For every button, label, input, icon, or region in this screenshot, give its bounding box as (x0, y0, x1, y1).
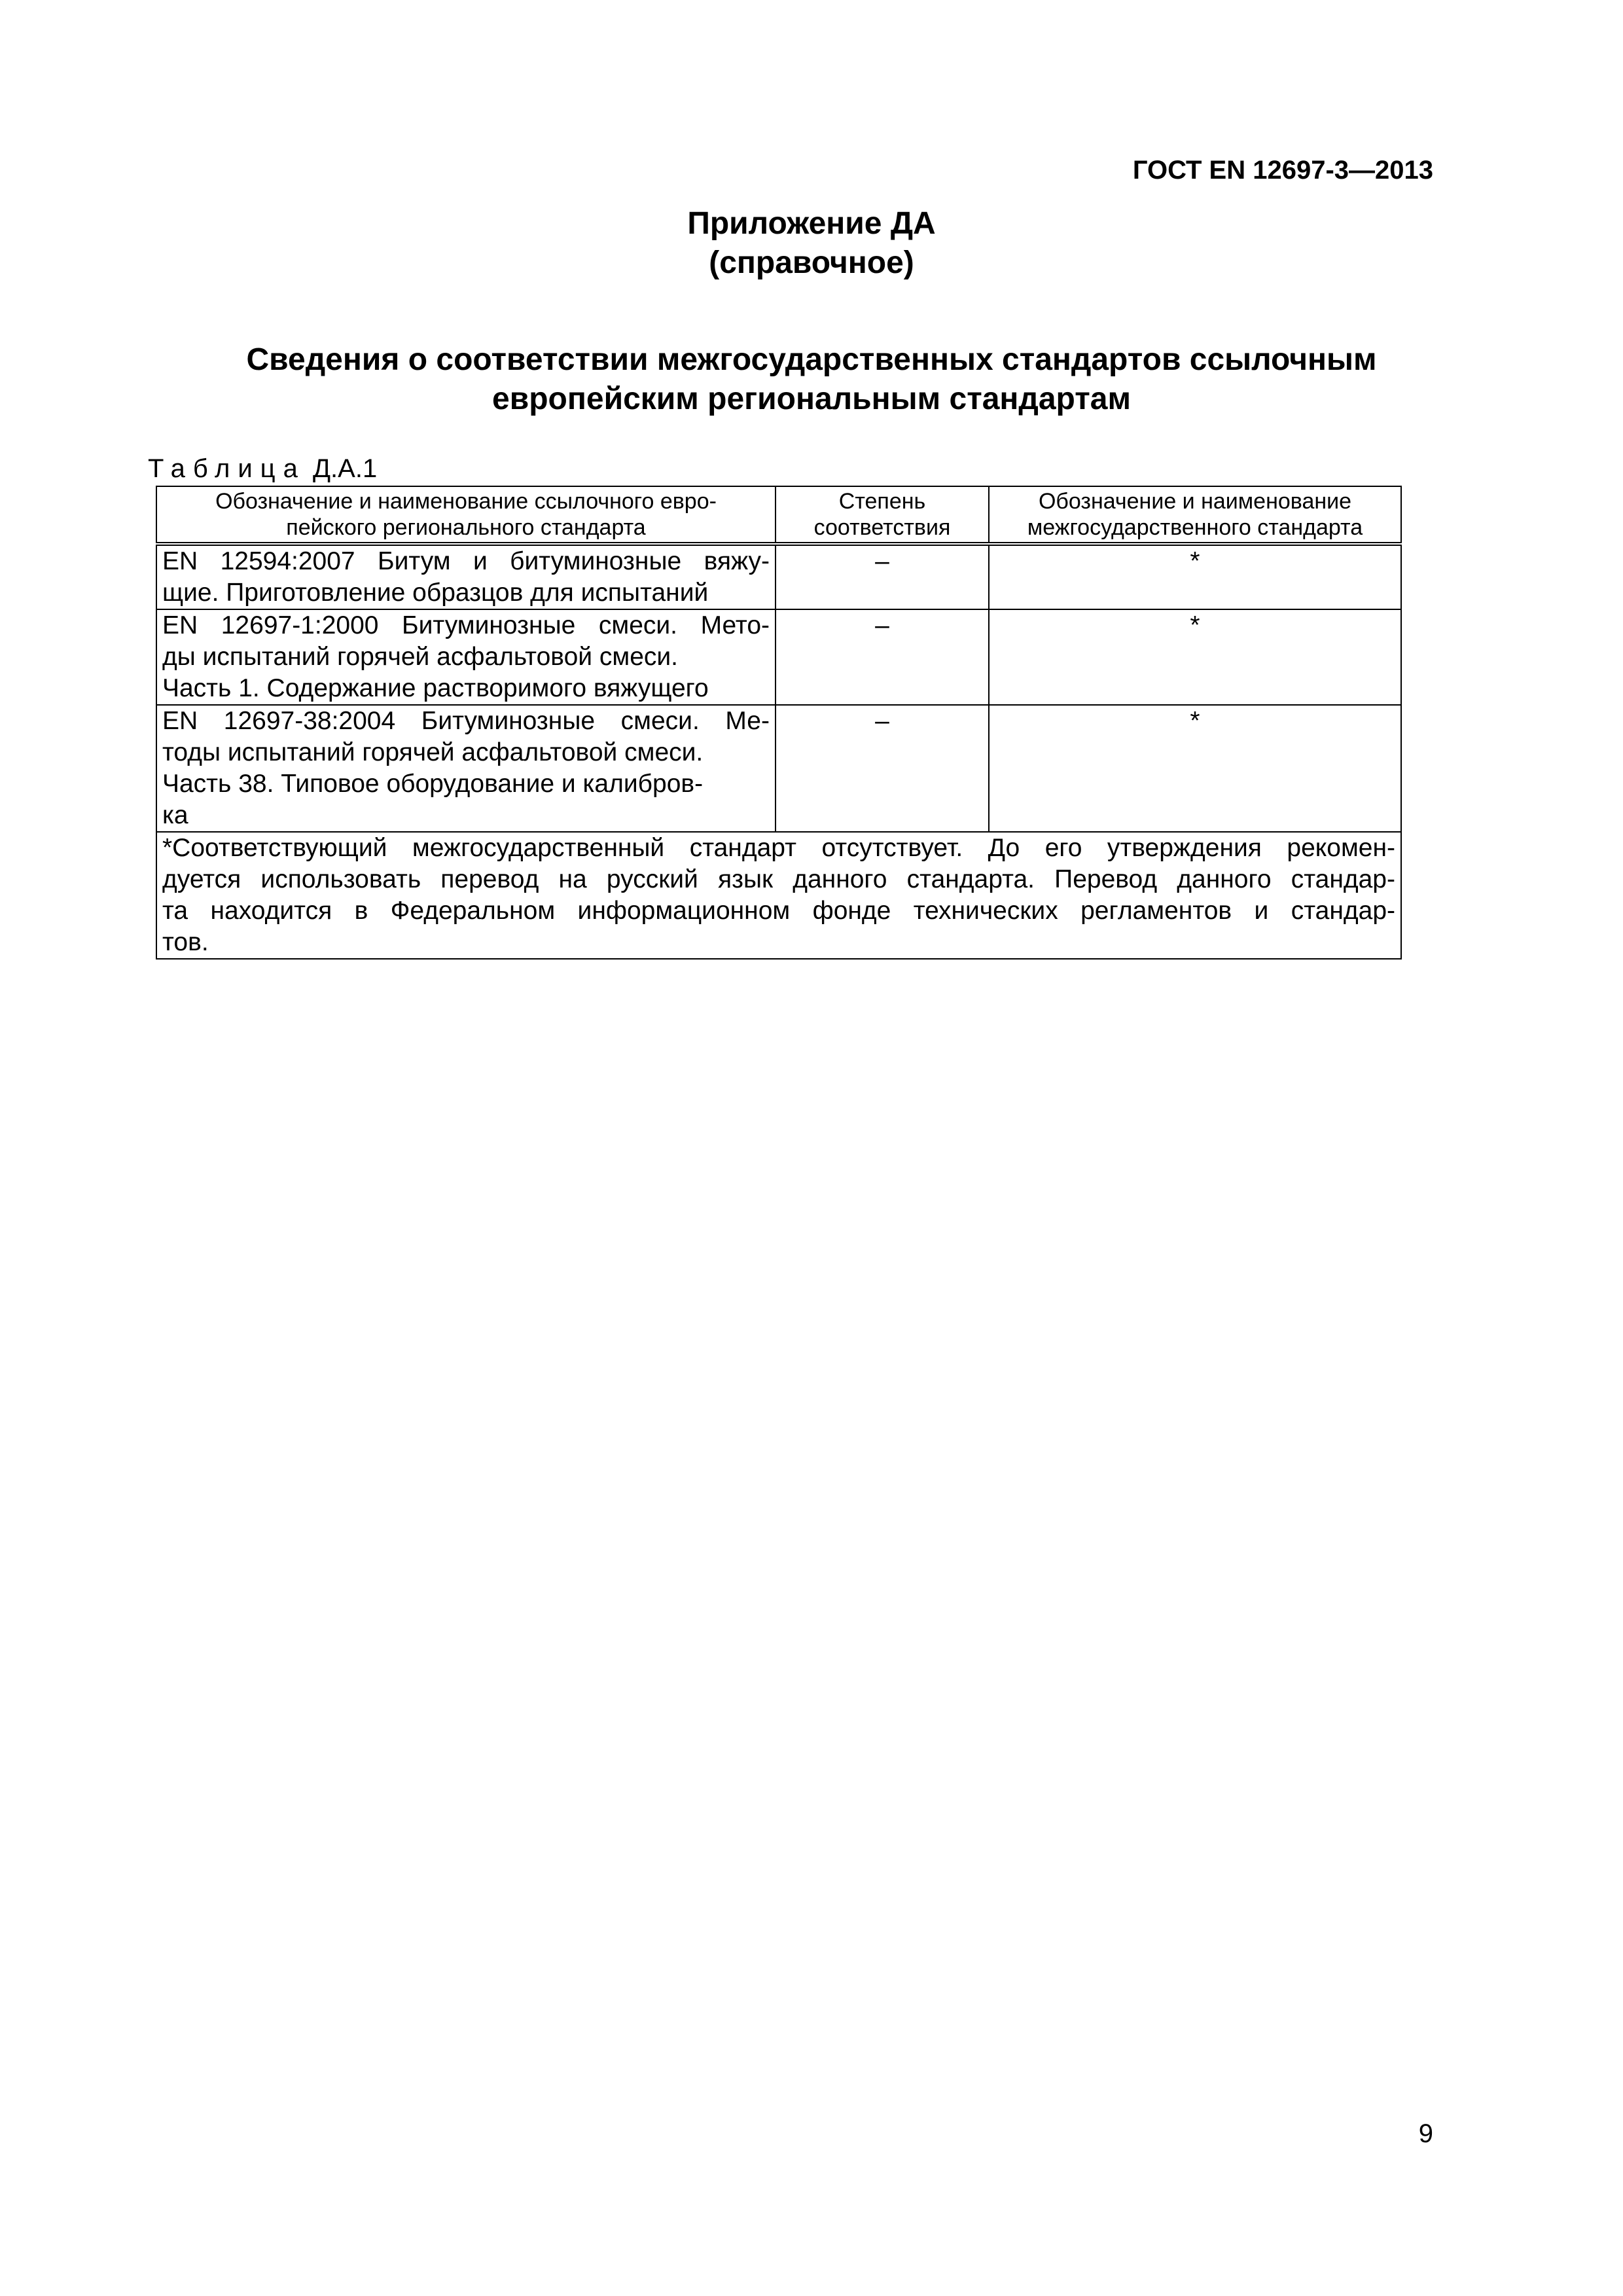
header-line: Обозначение и наименование ссылочного евро- (215, 489, 717, 514)
cell-line: EN 12697-1:2000 Битуминозные смеси. Мето- (162, 611, 770, 639)
header-line: Степень (838, 489, 926, 514)
cell-line: Часть 38. Типовое оборудование и калибров- (162, 770, 704, 798)
note-line: дуется использовать перевод на русский язык данного стандарта. Перевод данного стандар- (162, 865, 1395, 893)
cell-line: EN 12594:2007 Битум и битуминозные вяжу- (162, 547, 770, 575)
header-line: пейского регионального стандарта (286, 515, 646, 540)
document-code: ГОСТ EN 12697-3—2013 (1132, 156, 1433, 185)
cell-line: ка (162, 801, 188, 829)
cell-degree: – (776, 609, 989, 705)
cell-degree: – (776, 705, 989, 832)
cell-reference (156, 705, 776, 832)
cell-line: Часть 1. Содержание растворимого вяжущего (162, 674, 709, 702)
table-header-row (156, 486, 1401, 544)
header-line: Обозначение и наименование (1038, 489, 1352, 514)
cell-degree: – (776, 544, 989, 609)
annex-title (0, 204, 1623, 283)
cell-interstate: * (989, 705, 1401, 832)
table-row (156, 609, 1401, 705)
header-line: межгосударственного стандарта (1027, 515, 1363, 540)
header-reference-standard (156, 486, 776, 544)
page-number: 9 (1418, 2119, 1433, 2148)
cell-line: щие. Приготовление образцов для испытаний (162, 579, 709, 607)
section-title-line: европейским региональным стандартам (492, 382, 1131, 416)
cell-reference (156, 609, 776, 705)
table-note-row (156, 832, 1401, 959)
cell-line: ды испытаний горячей асфальтовой смеси. (162, 643, 678, 671)
section-title-line: Сведения о соответствии межгосударственных стандартов ссылочным (246, 342, 1377, 377)
note-line: *Соответствующий межгосударственный стандарт отсутствует. До его утверждения рекомен- (162, 834, 1395, 862)
table-caption-number: Д.А.1 (312, 454, 378, 483)
reference-standards-table (156, 486, 1402, 960)
cell-line: тоды испытаний горячей асфальтовой смеси. (162, 738, 704, 766)
cell-interstate: * (989, 609, 1401, 705)
section-title (0, 340, 1623, 419)
table-row (156, 705, 1401, 832)
table-caption (148, 453, 377, 484)
annex-title-line: Приложение ДА (687, 206, 936, 241)
table-caption-label: Таблица (148, 454, 306, 483)
header-degree-of-conformity (776, 486, 989, 544)
cell-interstate: * (989, 544, 1401, 609)
header-line: соответствия (813, 515, 951, 540)
annex-subtitle-line: (справочное) (709, 245, 914, 280)
note-line: тов. (162, 928, 209, 956)
cell-reference (156, 544, 776, 609)
table-row (156, 544, 1401, 609)
header-interstate-standard (989, 486, 1401, 544)
cell-line: EN 12697-38:2004 Битуминозные смеси. Ме- (162, 707, 770, 735)
table-note (156, 832, 1401, 959)
note-line: та находится в Федеральном информационном фонде технических регламентов и стандар- (162, 897, 1395, 925)
